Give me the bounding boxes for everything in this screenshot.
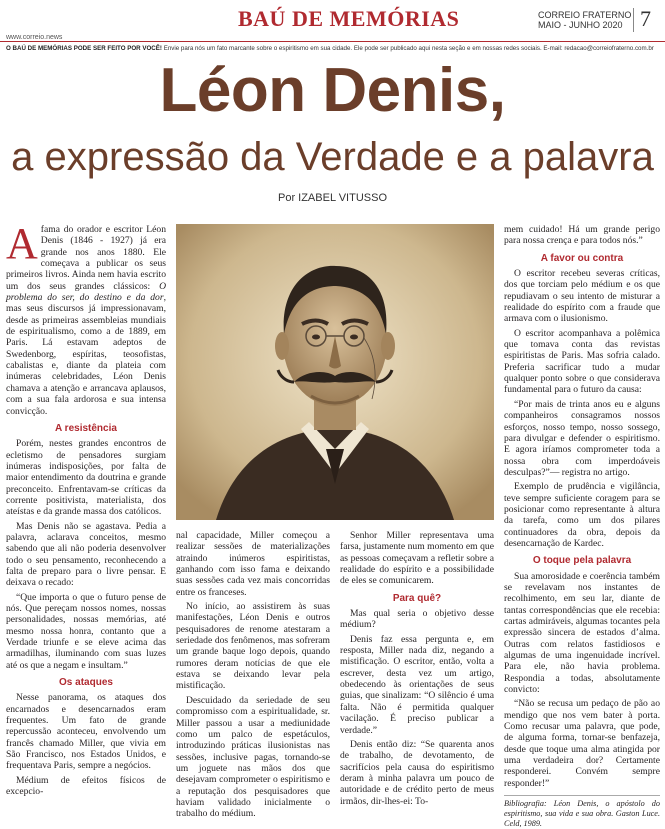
article-column-2 bbox=[176, 530, 330, 820]
page-number: 7 bbox=[640, 6, 651, 31]
paragraph: Senhor Miller representava uma farsa, justamente num momento em que as pessoas começavam a refletir sobre a realidade do espírito e a possibilidade de eles se comunicarem. bbox=[340, 530, 494, 587]
subheading-resistencia: A resistência bbox=[55, 422, 117, 434]
subheading-para-que: Para quê? bbox=[392, 592, 442, 604]
section-note-bold: O BAÚ DE MEMÓRIAS PODE SER FEITO POR VOCÊ! bbox=[6, 45, 162, 52]
portrait-illustration bbox=[176, 224, 494, 520]
article-subtitle: a expressão da Verdade e a palavra bbox=[11, 135, 654, 179]
paragraph: Nesse panorama, os ataques dos encarnados e desencarnados eram frequentes. Um fato de grande repercussão aconteceu, envolvendo um francês chamado Miller, que vivia em São Francisco, nos Estados Unidos, e frequentava Paris, sempre a negócios. bbox=[6, 692, 166, 772]
paragraph: Médium de efeitos físicos de excepcio- bbox=[6, 774, 166, 798]
book-title: O problema do ser, do destino e da dor bbox=[6, 280, 166, 304]
paragraph: O escritor recebeu severas críticas, dos que torciam pelo médium e os que repudiavam o seu intento de misturar a realidade do espírito com a fraude que armava com o ilusionismo. bbox=[504, 268, 660, 325]
edition-date: MAIO - JUNHO 2020 bbox=[538, 20, 623, 30]
bibliography bbox=[504, 795, 660, 829]
paragraph bbox=[6, 219, 166, 417]
paragraph: Descuidado da seriedade de seu compromisso com a espiritualidade, sr. Miller passou a usar a mediunidade como um palco de espetáculos, introduzindo práticas ilusionistas nas sessões, inclusive pagas, tornando-se um joguete nas mãos dos que desejavam comprometer o espiritismo e a reputação dos pesquisadores que haviam validado inicialmente o trabalho do médium. bbox=[176, 694, 330, 820]
header-rule bbox=[0, 41, 665, 42]
quote-paragraph: “Por mais de trinta anos eu e alguns companheiros consagramos nossos esforços, nosso tempo, nosso sossego, para divulgar e defender o espiritismo. E agora iríamos comprometer toda a nossa obra com imperdoáveis desculpas?”— registra no artigo. bbox=[504, 398, 660, 478]
section-title: BAÚ DE MEMÓRIAS bbox=[238, 6, 460, 31]
article-column-3 bbox=[340, 530, 494, 807]
paragraph: Denis então diz: “Se quarenta anos de trabalho, de devotamento, de sacrifícios pela causa do espiritismo deram à minha palavra um pouco de autoridade e de crédito perto de meus irmãos, dir-lhes-ei: To- bbox=[340, 738, 494, 807]
quote-paragraph: “Que importa o que o futuro pense de nós. Que pereçam nossos nomes, nossas personalidades, nossas memórias, até mesmo nossa honra, contanto que a Verdade triunfe e se eleve acima das armadilhas, iluminando com suas luzes até os que a negam e insultam.” bbox=[6, 591, 166, 671]
paragraph: Mas Denis não se agastava. Pedia a palavra, aclarava conceitos, mesmo sabendo que ali não poderia desenvolver todo o seu pensamento, reconhecendo a falta de preparo para o livre pensar. E deixava o recado: bbox=[6, 520, 166, 589]
publication-info bbox=[538, 10, 631, 30]
article-column-1 bbox=[6, 219, 166, 798]
article-column-4 bbox=[504, 224, 660, 829]
quote-paragraph: “Não se recusa um pedaço de pão ao mendigo que nos vem bater à porta. Como recusar uma palavra, que pode, de alguma forma, tornar-se benfazeja, desde que toque uma alma atingida por uma verdadeira dor? Certamente responderei. Convém sempre responder!” bbox=[504, 698, 660, 789]
paragraph-text: fama do orador e escritor Léon Denis (1846 - 1927) já era grande nos anos 1880. Ele começava a publicar os seus primeiros livros. Ainda nem havia escrito um dos seus grandes clássicos: bbox=[6, 224, 166, 292]
paragraph: Mas qual seria o objetivo desse médium? bbox=[340, 608, 494, 631]
portrait-photo bbox=[176, 224, 494, 520]
subheading-ataques: Os ataques bbox=[59, 677, 113, 689]
subheading-toque-palavra: O toque pela palavra bbox=[532, 555, 632, 567]
section-note bbox=[6, 45, 661, 52]
paragraph: nal capacidade, Miller começou a realizar sessões de materializações atraindo inúmeros espiritistas, ganhando com isso fama e deixando suas sessões cada vez mais concorridas entre os franceses. bbox=[176, 530, 330, 598]
paper-name: CORREIO FRATERNO bbox=[538, 10, 632, 20]
bibliography-label: Bibliografia: bbox=[504, 799, 547, 809]
article-byline: Por IZABEL VITUSSO bbox=[277, 192, 387, 204]
paragraph: Exemplo de prudência e vigilância, teve sempre suficiente coragem para se posicionar como representante à altura da tarefa, como um dos pilares continuadores da obra, depois da desencarnação de Kardec. bbox=[504, 481, 660, 549]
paragraph: Denis faz essa pergunta e, em resposta, Miller nada diz, negando a mistificação. O escritor, então, volta a escrever, desta vez um artigo, obedecendo às orientações de seus guias, que sinalizam: “O silêncio é uma falta. Não é permitida qualquer vacilação. É preciso publicar a verdade.” bbox=[340, 633, 494, 736]
header-divider bbox=[633, 8, 634, 32]
drop-cap: A bbox=[6, 219, 38, 268]
article-title: Léon Denis, bbox=[159, 56, 506, 125]
paragraph: Sua amorosidade e coerência também se revelavam nos instantes de recolhimento, em seu lar, diante de tantas correspondências que ele recebia: cartas admiráveis, algumas tocantes pela expressão sincera de estados d’alma. Outras com relatos fastidiosos e algumas de uma ingenuidade incrível. Para ele, não havia problema. Respondia a todas, absolutamente convicto: bbox=[504, 570, 660, 696]
bibliography-text: Léon Denis, o apóstolo do espiritismo, sua vida e sua obra. Gaston Luce. Celd, 1989. bbox=[504, 799, 660, 829]
paragraph-text: , mas seus discursos já impressionavam, desde as primeiras assembleias mundiais de espiritualismo, como a de 1889, em Paris. Lá estavam adeptos de Swedenborg, espíritas, teosofistas, cabalistas e, diante da plateia com inúmeras celebridades, Léon Denis chamava a atenção e arrancava aplausos, com a sua fala ardorosa e sua intensa convicção. bbox=[6, 292, 166, 417]
subheading-favor-contra: A favor ou contra bbox=[540, 252, 624, 264]
section-note-text: Envie para nós um fato marcante sobre o espiritismo em sua cidade. Ele pode ser publicado aqui nesta seção e em nossas redes sociais. E-mail: redacao@correiofraterno.com.br bbox=[161, 45, 654, 52]
site-url[interactable]: www.correio.news bbox=[6, 34, 63, 41]
page-header bbox=[0, 0, 665, 52]
paragraph: mem cuidado! Há um grande perigo para nossa crença e para todos nós.” bbox=[504, 224, 660, 247]
paragraph: No início, ao assistirem às suas manifestações, Léon Denis e outros pesquisadores de renome atestaram a seriedade dos fenômenos, mas sofreram um grande baque logo depois, quando rumores deram notícias de que ele estava se deixando levar pela mistificação. bbox=[176, 601, 330, 692]
paragraph: Porém, nestes grandes encontros de ecletismo de pensadores surgiam inúmeras indisposições, por falta de maior entendimento da doutrina e grande preconceito. Enfrentavam-se críticas da corrente positivista, materialista, dos ateístas e da grande massa dos católicos. bbox=[6, 438, 166, 518]
paragraph: O escritor acompanhava a polêmica que tomava conta das revistas espiritistas de Paris. Mas sofria calado. Preferia sacrificar tudo a mudar qualquer ponto sobre o que considerava fundamental para o futuro da causa: bbox=[504, 327, 660, 396]
